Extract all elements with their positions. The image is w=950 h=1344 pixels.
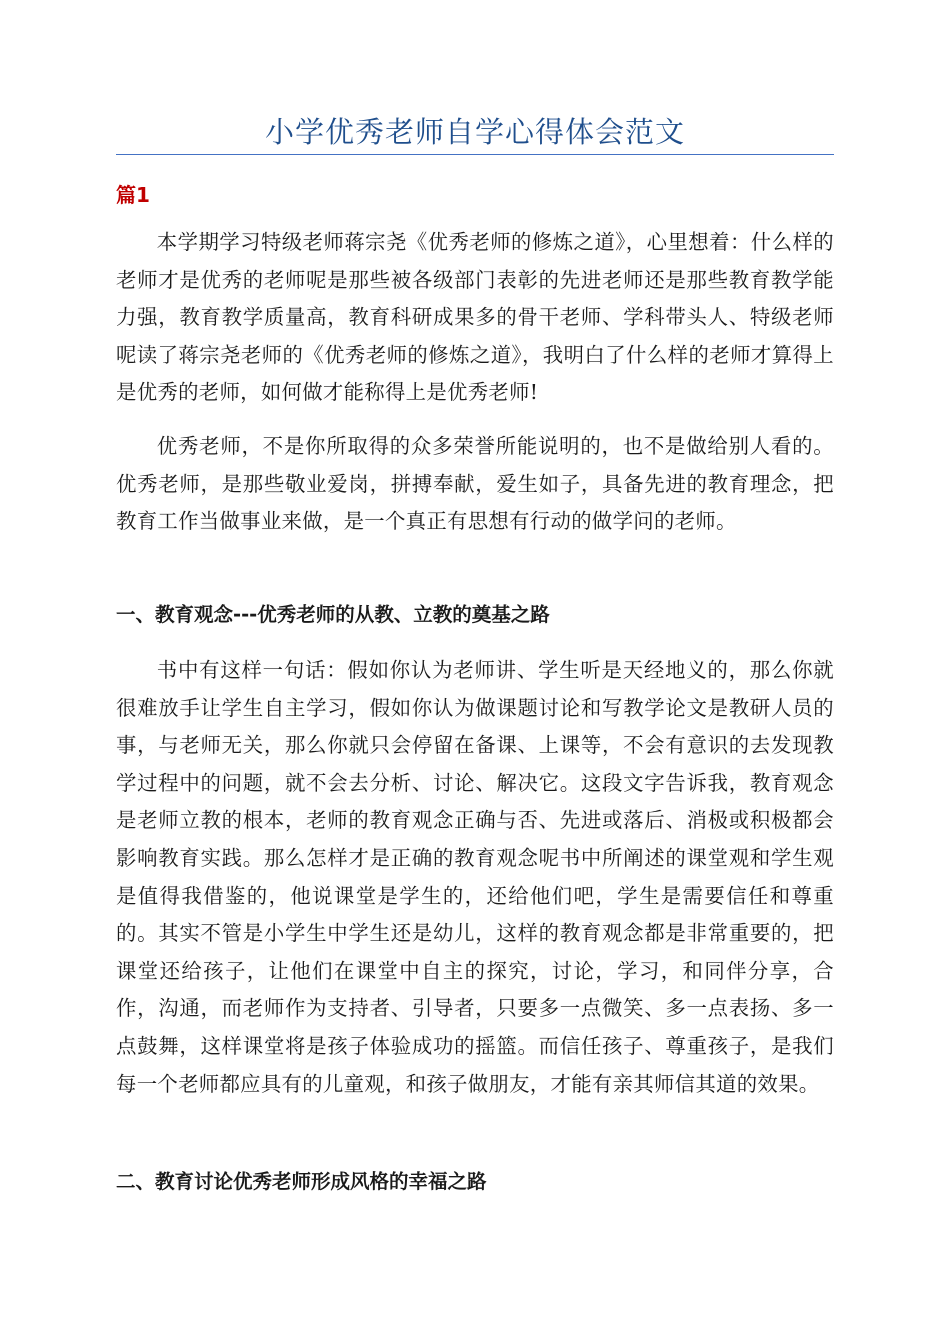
section-heading-1: 一、教育观念---优秀老师的从教、立教的奠基之路 <box>116 603 550 626</box>
section-heading-2: 二、教育讨论优秀老师形成风格的幸福之路 <box>116 1170 487 1193</box>
title-underline-rule <box>116 154 834 155</box>
body-paragraph-3: 书中有这样一句话：假如你认为老师讲、学生听是天经地义的，那么你就很难放手让学生自主学习，假如你认为做课题讨论和写教学论文是教研人员的事，与老师无关，那么你就只会停留在备课、上课等，不会有意识的去发现教学过程中的问题，就不会去分析、讨论、解决它。这段文字告诉我，教育观念是老师立教的根本，老师的教育观念正确与否、先进或落后、消极或积极都会影响教育实践。那么怎样才是正确的教育观念呢书中所阐述的课堂观和学生观是值得我借鉴的，他说课堂是学生的，还给他们吧，学生是需要信任和尊重的。其实不管是小学生中学生还是幼儿，这样的教育观念都是非常重要的，把课堂还给孩子，让他们在课堂中自主的探究，讨论，学习，和同伴分享，合作，沟通，而老师作为支持者、引导者，只要多一点微笑、多一点表扬、多一点鼓舞，这样课堂将是孩子体验成功的摇篮。而信任孩子、尊重孩子，是我们每一个老师都应具有的儿童观，和孩子做朋友，才能有亲其师信其道的效果。 <box>116 658 834 1096</box>
body-paragraph-2: 优秀老师，不是你所取得的众多荣誉所能说明的，也不是做给别人看的。优秀老师，是那些敬业爱岗，拼搏奉献，爱生如子，具备先进的教育理念，把教育工作当做事业来做，是一个真正有思想有行动的做学问的老师。 <box>116 434 834 534</box>
body-paragraph-1: 本学期学习特级老师蒋宗尧《优秀老师的修炼之道》，心里想着：什么样的老师才是优秀的老师呢是那些被各级部门表彰的先进老师还是那些教育教学能力强，教育教学质量高，教育科研成果多的骨干老师、学科带头人、特级老师呢读了蒋宗尧老师的《优秀老师的修炼之道》，我明白了什么样的老师才算得上是优秀的老师，如何做才能称得上是优秀老师! <box>116 230 834 405</box>
section-label: 篇1 <box>116 183 150 207</box>
document-title: 小学优秀老师自学心得体会范文 <box>264 115 685 149</box>
